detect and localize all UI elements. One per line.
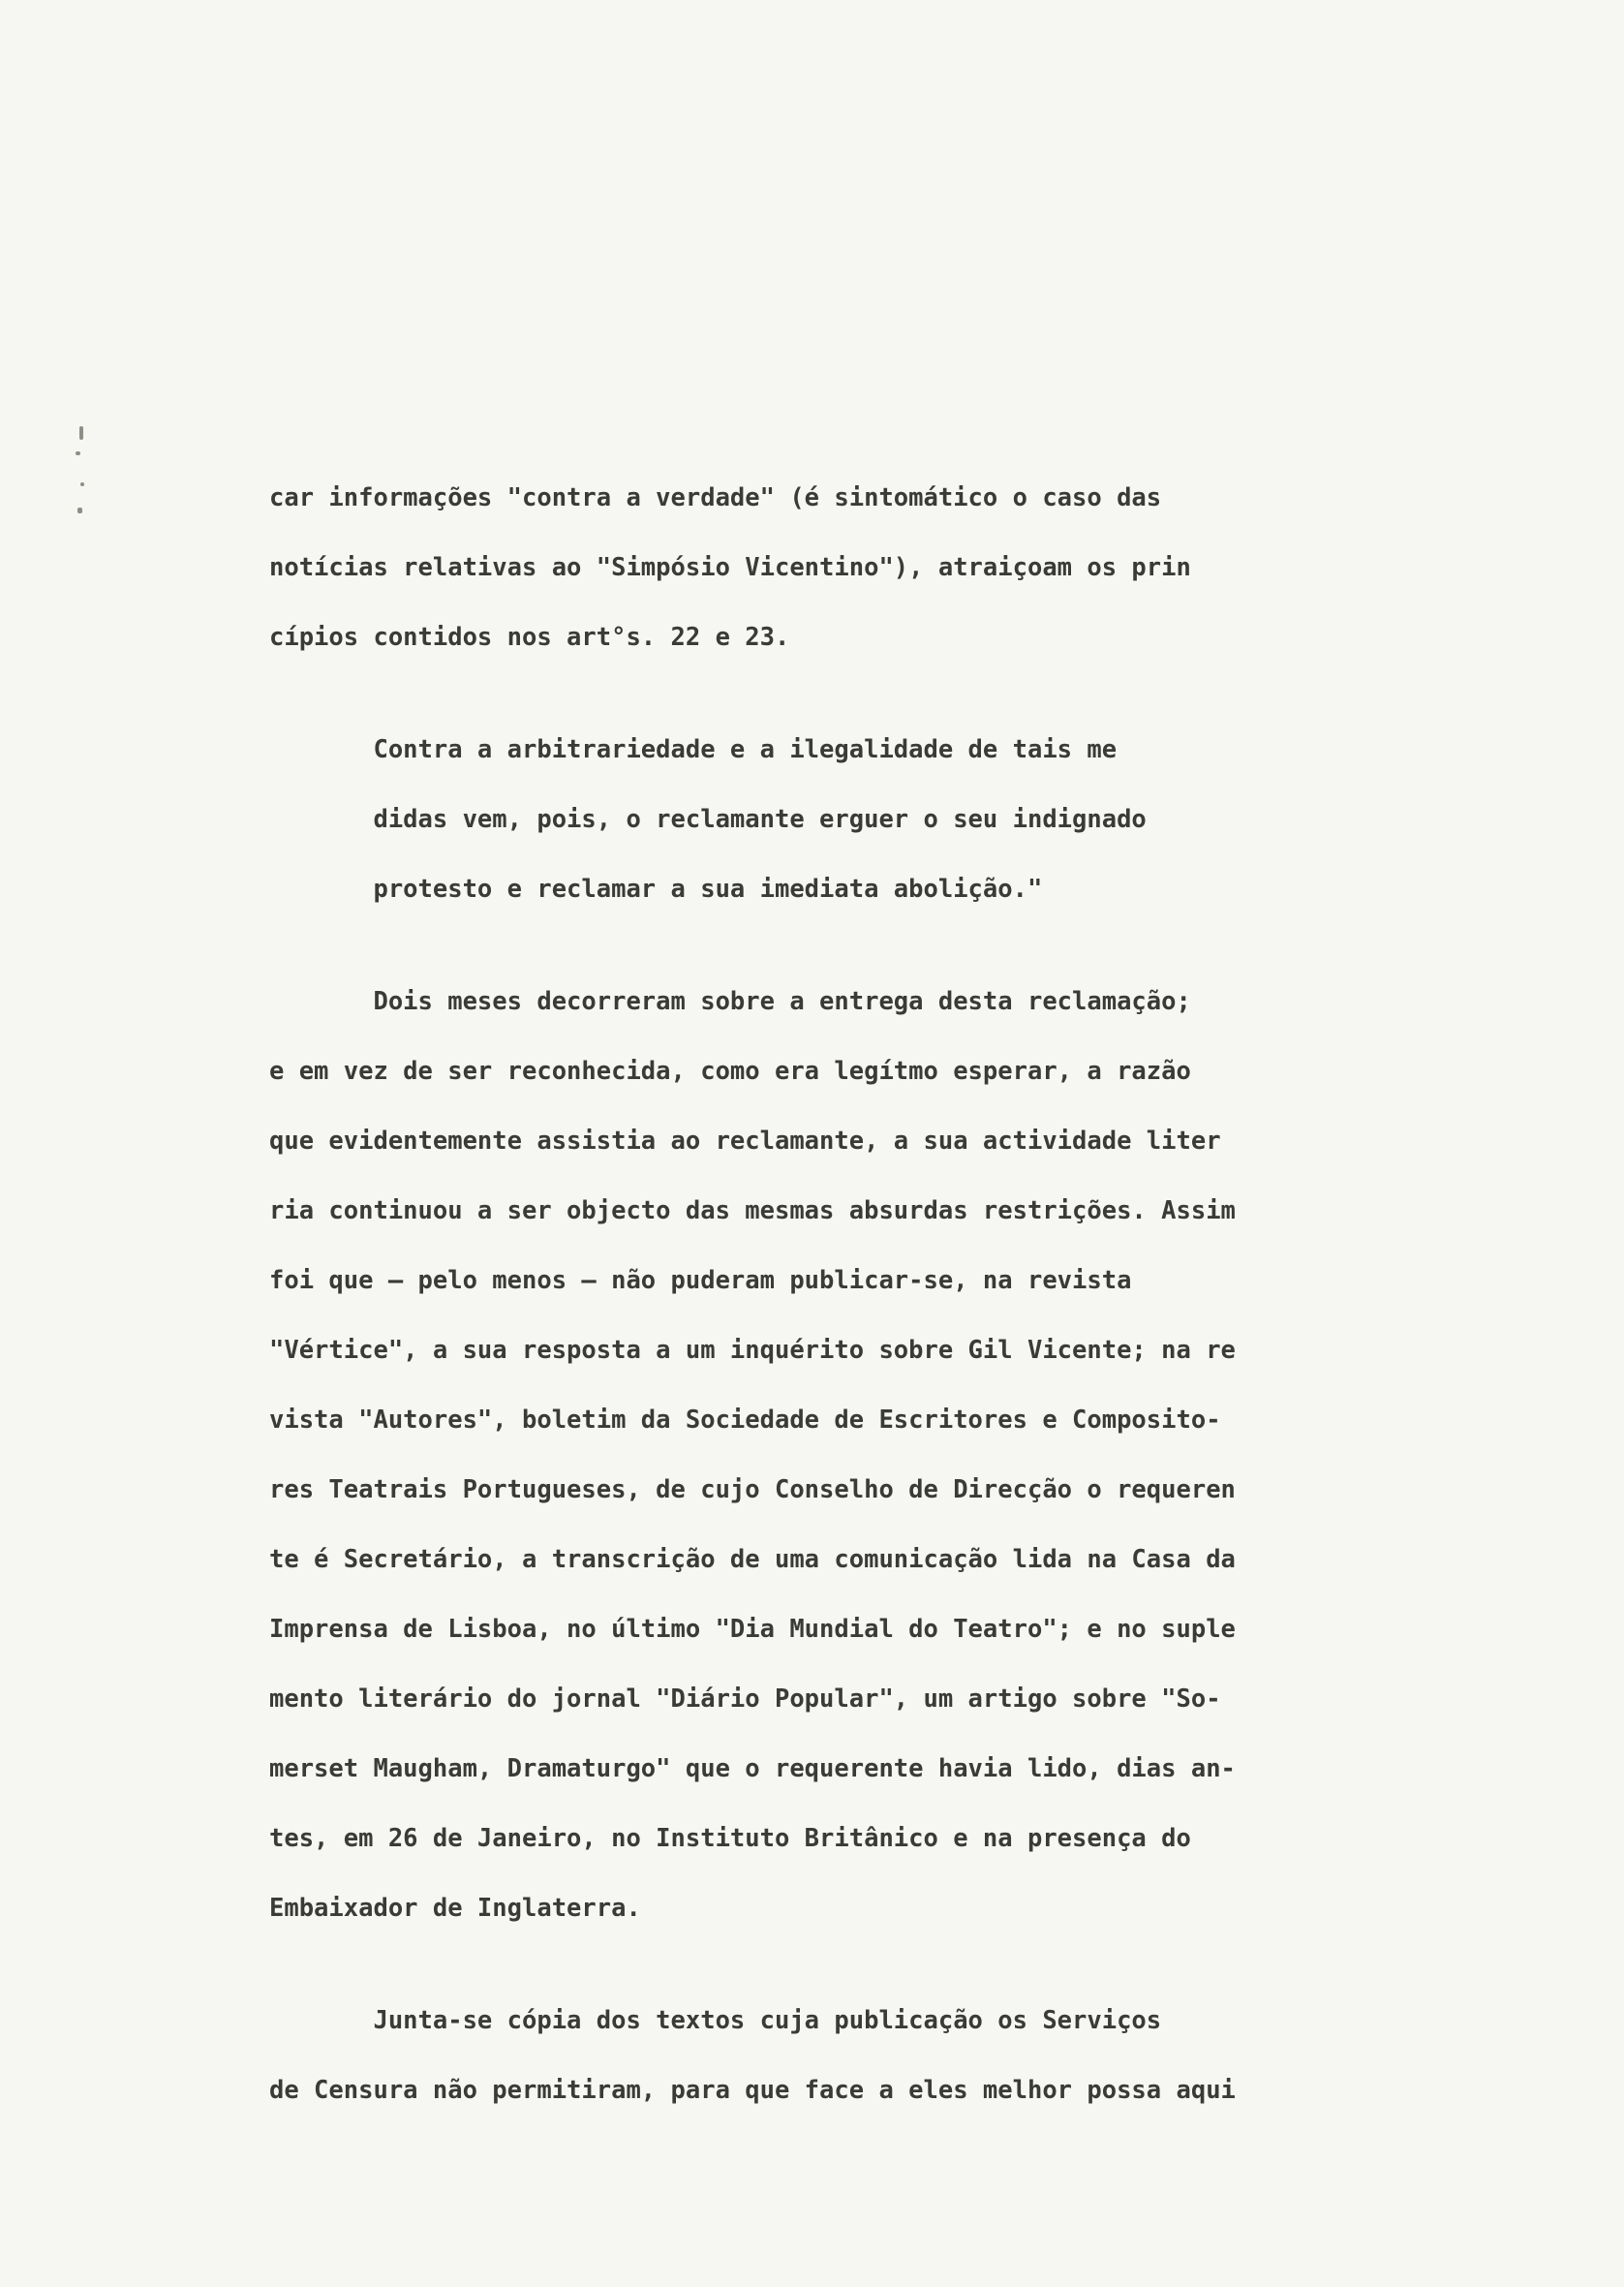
text-line: foi que — pelo menos — não puderam publicar-se, na revista <box>269 1266 1132 1295</box>
text-line: ria continuou a ser objecto das mesmas absurdas restrições. Assim <box>269 1196 1236 1225</box>
text-line: Embaixador de Inglaterra. <box>269 1894 641 1923</box>
text-line: te é Secretário, a transcrição de uma comunicação lida na Casa da <box>269 1545 1236 1574</box>
text-line: vista "Autores", boletim da Sociedade de Escritores e Composito- <box>269 1406 1221 1435</box>
paragraph-gap <box>269 1943 1528 1986</box>
text-line: Contra a arbitrariedade e a ilegalidade de tais me <box>269 735 1118 764</box>
text-line: "Vértice", a sua resposta a um inquérito sobre Gil Vicente; na re <box>269 1336 1236 1365</box>
text-line: merset Maugham, Dramaturgo" que o requerente havia lido, dias an- <box>269 1754 1236 1783</box>
paragraph-gap <box>269 924 1528 967</box>
text-line: de Censura não permitiram, para que face a eles melhor possa aqui <box>269 2076 1236 2105</box>
document-body <box>269 463 1528 2125</box>
text-line: protesto e reclamar a sua imediata abolição." <box>269 875 1043 904</box>
text-line: notícias relativas ao "Simpósio Vicentino"), atraiçoam os prin <box>269 553 1191 582</box>
text-line: res Teatrais Portugueses, de cujo Conselho de Direcção o requeren <box>269 1475 1236 1504</box>
text-line: tes, em 26 de Janeiro, no Instituto Britânico e na presença do <box>269 1824 1191 1853</box>
text-line: Dois meses decorreram sobre a entrega desta reclamação; <box>269 987 1191 1016</box>
text-line: cípios contidos nos art°s. 22 e 23. <box>269 623 790 652</box>
text-line: que evidentemente assistia ao reclamante, a sua actividade liter <box>269 1127 1221 1156</box>
paper-edge-marks <box>72 426 91 533</box>
text-line: Junta-se cópia dos textos cuja publicação os Serviços <box>269 2006 1162 2035</box>
text-line: mento literário do jornal "Diário Popular", um artigo sobre "So- <box>269 1684 1221 1714</box>
text-line: car informações "contra a verdade" (é sintomático o caso das <box>269 483 1162 512</box>
text-line: e em vez de ser reconhecida, como era legítmo esperar, a razão <box>269 1057 1191 1086</box>
paragraph-gap <box>269 672 1528 715</box>
text-line: Imprensa de Lisboa, no último "Dia Mundial do Teatro"; e no suple <box>269 1615 1236 1644</box>
text-line: didas vem, pois, o reclamante erguer o seu indignado <box>269 805 1147 834</box>
